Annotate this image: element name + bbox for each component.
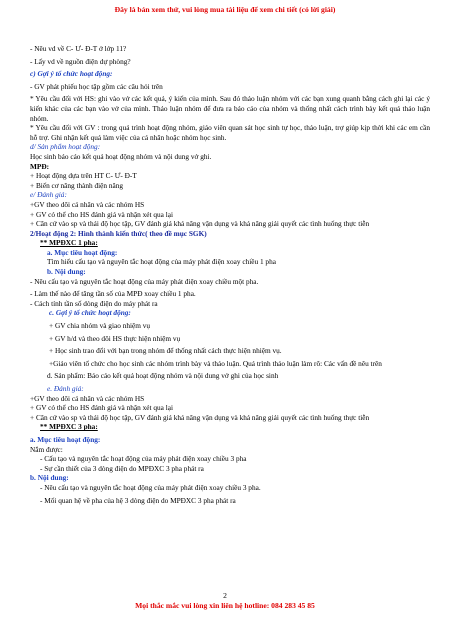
text-line: +GV theo dõi cá nhân và các nhóm HS xyxy=(30,393,145,403)
text-line: + GV chia nhóm và giao nhiệm vụ xyxy=(49,321,151,331)
text-line: d. Sản phẩm: Báo cáo kết quả hoạt động nhóm và nội dung vở ghi của học sinh xyxy=(47,371,279,381)
text-line: + Căn cứ vào sp và thái độ học tập, GV đánh giá khả năng vận dụng và khả năng giải quyết các tình huống thực tiễn xyxy=(30,219,370,229)
text-line: + Biến cơ năng thành điện năng xyxy=(30,180,124,190)
text-line: c. Gợi ý tổ chức hoạt động: xyxy=(49,308,131,318)
text-line: ** MPĐXC 3 pha: xyxy=(40,422,98,432)
text-line: ** MPĐXC 1 pha: xyxy=(40,238,98,248)
text-line: b. Nội dung: xyxy=(30,473,69,483)
text-line: a. Mục tiêu hoạt động: xyxy=(30,434,101,444)
text-line: Học sinh báo cáo kết quả hoạt động nhóm và nội dung vở ghi. xyxy=(30,151,212,161)
text-line: + Căn cứ vào sp và thái độ học tập, GV đánh giá khả năng vận dụng và khả năng giải quyết các tình huống thực tiễn xyxy=(30,412,370,422)
text-line: a. Mục tiêu hoạt động: xyxy=(47,247,118,257)
text-line: - Nêu cấu tạo và nguyên tắc hoạt động của máy phát điện xoay chiều 3 pha. xyxy=(40,482,261,492)
text-line: - GV phát phiếu học tập gồm các câu hỏi trên xyxy=(30,81,163,91)
text-line: * Yêu cầu đối với HS: ghi vào vở các kết quả, ý kiến của mình. Sau đó thảo luận nhóm với các bạn xung quanh bằng cách ghi lại các ý kiến khác của các bạn vào vở của mình. Thảo luận nhóm để đưa ra báo cáo của nhóm và thống nhất cách trình bày kết quả thảo luận nhóm. xyxy=(30,94,430,123)
text-line: - Nêu cấu tạo và nguyên tắc hoạt động của máy phát điện xoay chiều một pha. xyxy=(30,276,259,286)
page-number: 2 xyxy=(223,591,227,600)
text-line: - Cấu tạo và nguyên tắc hoạt động của máy phát điện xoay chiều 3 pha xyxy=(40,454,247,464)
text-line: - Mối quan hệ về pha của hệ 3 dòng điện do MPĐXC 3 pha phát ra xyxy=(40,495,236,505)
preview-banner: Đây là bản xem thử, vui lòng mua tài liệu để xem chi tiết (có lời giải) xyxy=(114,5,336,14)
text-line: - Sự cần thiết của 3 dòng điện do MPĐXC 3 pha phát ra xyxy=(40,463,204,473)
text-line: - Làm thế nào để tăng tần số của MPĐ xoay chiều 1 pha. xyxy=(30,289,196,299)
text-line: + GV có thể cho HS đánh giá và nhận xét qua lại xyxy=(30,209,173,219)
text-line: d/ Sản phẩm hoạt động: xyxy=(30,142,101,152)
text-line: e. Đánh giá: xyxy=(47,384,84,393)
text-line: e/ Đánh giá: xyxy=(30,190,67,200)
text-line: - Nêu vd về C- Ư- Đ-T ở lớp 11? xyxy=(30,44,127,53)
text-line: MPĐ: xyxy=(30,161,50,171)
text-line: c) Gợi ý tổ chức hoạt động: xyxy=(30,69,113,79)
document-body xyxy=(30,44,430,505)
text-line: + GV h/d và theo dõi HS thực hiện nhiệm vụ xyxy=(49,333,181,343)
text-line: + Hoạt động dựa trên HT C- Ư- Đ-T xyxy=(30,171,137,181)
text-line: 2/Hoạt động 2: Hình thành kiến thức( theo đề mục SGK) xyxy=(30,228,207,238)
text-line: Nắm được: xyxy=(30,444,63,454)
text-line: +GV theo dõi cá nhân và các nhóm HS xyxy=(30,199,145,209)
text-line: Tìm hiểu cấu tạo và nguyên tắc hoạt động của máy phát điện xoay chiều 1 pha xyxy=(47,257,276,267)
text-line: - Lấy vd về nguồn điện dự phòng? xyxy=(30,56,131,66)
text-line: +Giáo viên tổ chức cho học sinh các nhóm trình bày và thảo luận. Quá trình thảo luận làm rõ: Các vấn đề nêu trên xyxy=(49,358,382,368)
text-line: + Học sinh trao đổi với bạn trong nhóm để thống nhất cách thực hiện nhiệm vụ. xyxy=(49,346,282,356)
text-line: b. Nội dung: xyxy=(47,267,86,277)
text-line: - Cách tính tần số dòng điện do máy phát ra xyxy=(30,298,158,308)
text-line: + GV có thể cho HS đánh giá và nhận xét qua lại xyxy=(30,403,173,413)
text-line: * Yêu cầu đối với GV : trong quá trình hoạt động nhóm, giáo viên quan sát học sinh tự học, thảo luận, trợ giúp kịp thời khi các em cần hỗ trợ. Ghi nhận kết quả làm việc của cá nhân hoặc nhóm học sinh. xyxy=(30,123,430,142)
hotline-footer: Mọi thắc mắc vui lòng xin liên hệ hotline: 084 283 45 85 xyxy=(135,601,315,610)
